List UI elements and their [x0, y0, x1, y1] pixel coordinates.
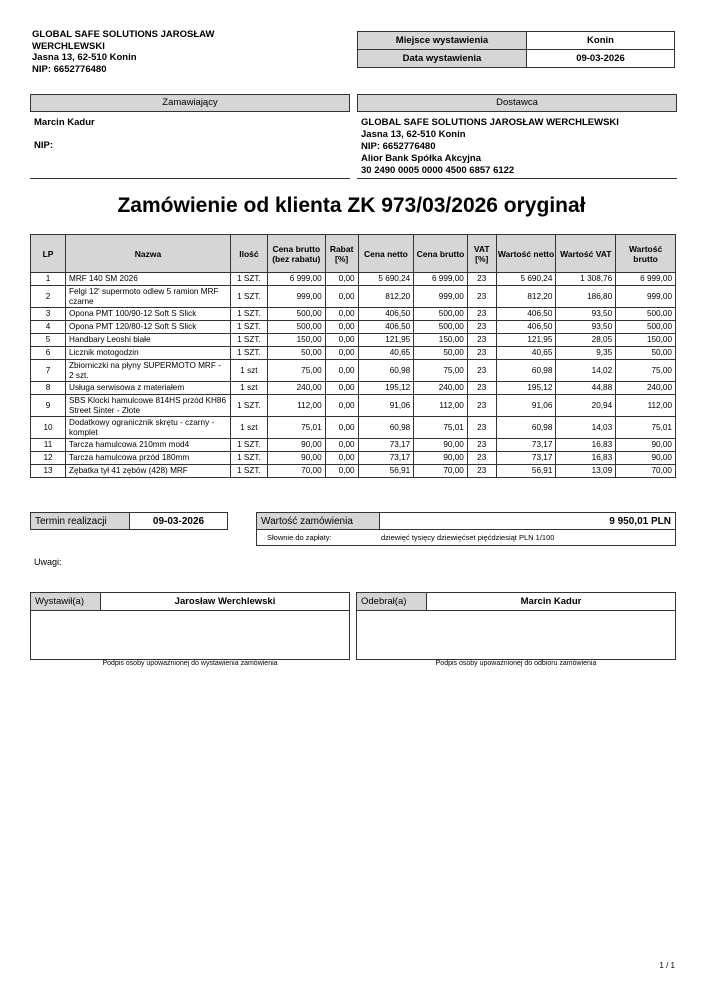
table-cell: 0,00: [325, 308, 358, 321]
receiver-signature-box: [356, 592, 676, 660]
table-cell: Usługa serwisowa z materiałem: [66, 382, 231, 395]
table-cell: 16,83: [556, 439, 616, 452]
table-cell: 112,00: [616, 395, 676, 417]
table-cell: 121,95: [358, 334, 414, 347]
table-cell: 50,00: [414, 347, 468, 360]
supplier-name: GLOBAL SAFE SOLUTIONS JAROSŁAW WERCHLEWSKI: [361, 117, 619, 128]
table-cell: 75,01: [267, 417, 325, 439]
issuer-name: Jarosław Werchlewski: [101, 593, 349, 611]
table-cell: 1 SZT.: [230, 286, 267, 308]
table-cell: 0,00: [325, 382, 358, 395]
date-label: Data wystawienia: [358, 50, 527, 68]
buyer-header: Zamawiający: [30, 94, 350, 112]
table-cell: 1 szt: [230, 382, 267, 395]
table-cell: 91,06: [496, 395, 556, 417]
supplier-bank: Alior Bank Spółka Akcyjna: [361, 153, 482, 164]
table-cell: 44,88: [556, 382, 616, 395]
table-cell: 93,50: [556, 308, 616, 321]
table-cell: 1 SZT.: [230, 321, 267, 334]
table-cell: 121,95: [496, 334, 556, 347]
supplier-divider: [357, 178, 677, 179]
table-cell: 13,09: [556, 465, 616, 478]
table-cell: 23: [467, 308, 496, 321]
table-cell: 40,65: [496, 347, 556, 360]
table-cell: 500,00: [414, 321, 468, 334]
table-cell: Zbiorniczki na płyny SUPERMOTO MRF - 2 szt.: [66, 360, 231, 382]
items-body: [31, 273, 676, 478]
table-cell: 28,05: [556, 334, 616, 347]
table-cell: 6 999,00: [267, 273, 325, 286]
table-cell: 23: [467, 273, 496, 286]
table-cell: Zębatka tył 41 zębów (428) MRF: [66, 465, 231, 478]
table-cell: 23: [467, 347, 496, 360]
amount-in-words: [256, 530, 676, 546]
table-cell: 23: [467, 334, 496, 347]
table-cell: 150,00: [616, 334, 676, 347]
table-cell: 240,00: [267, 382, 325, 395]
table-cell: 60,98: [496, 360, 556, 382]
table-cell: 90,00: [616, 452, 676, 465]
table-cell: Felgi 12' supermoto odlew 5 ramion MRF czarne: [66, 286, 231, 308]
table-cell: 12: [31, 452, 66, 465]
buyer-name: Marcin Kadur: [34, 117, 95, 128]
table-cell: 1 SZT.: [230, 347, 267, 360]
issuer-label: Wystawił(a): [31, 593, 101, 611]
table-cell: 6 999,00: [414, 273, 468, 286]
table-cell: 4: [31, 321, 66, 334]
table-cell: 999,00: [267, 286, 325, 308]
table-cell: 500,00: [267, 321, 325, 334]
notes-label: Uwagi:: [34, 557, 62, 567]
table-cell: 73,17: [358, 439, 414, 452]
table-row: [31, 347, 676, 360]
table-cell: 75,00: [414, 360, 468, 382]
supplier-header: Dostawca: [357, 94, 677, 112]
table-cell: 9: [31, 395, 66, 417]
table-cell: 73,17: [358, 452, 414, 465]
table-cell: 93,50: [556, 321, 616, 334]
supplier-account: 30 2490 0005 0000 4500 6857 6122: [361, 165, 515, 176]
table-cell: 1: [31, 273, 66, 286]
table-cell: 23: [467, 417, 496, 439]
receiver-name: Marcin Kadur: [427, 593, 675, 611]
table-cell: 60,98: [496, 417, 556, 439]
table-cell: 150,00: [414, 334, 468, 347]
table-row: [31, 308, 676, 321]
table-cell: 500,00: [616, 321, 676, 334]
column-header: LP: [31, 235, 66, 273]
table-row: [31, 286, 676, 308]
place-value: Konin: [527, 32, 675, 50]
supplier-info: [361, 117, 675, 177]
table-cell: 1 308,76: [556, 273, 616, 286]
column-header: Cena brutto (bez rabatu): [267, 235, 325, 273]
table-cell: 90,00: [414, 452, 468, 465]
table-cell: Tarcza hamulcowa przód 180mm: [66, 452, 231, 465]
table-cell: 90,00: [267, 452, 325, 465]
table-cell: 500,00: [267, 308, 325, 321]
table-cell: 0,00: [325, 273, 358, 286]
table-cell: 70,00: [267, 465, 325, 478]
column-header: Cena netto: [358, 235, 414, 273]
buyer-info: [34, 117, 344, 152]
table-row: [31, 360, 676, 382]
table-row: [31, 465, 676, 478]
date-value: 09-03-2026: [527, 50, 675, 68]
table-cell: 1 szt: [230, 360, 267, 382]
table-cell: 23: [467, 395, 496, 417]
table-cell: 1 SZT.: [230, 273, 267, 286]
table-cell: 75,00: [267, 360, 325, 382]
table-cell: 23: [467, 452, 496, 465]
items-header-row: [31, 235, 676, 273]
table-cell: Licznik motogodzin: [66, 347, 231, 360]
table-cell: 2: [31, 286, 66, 308]
table-cell: 73,17: [496, 439, 556, 452]
table-cell: 14,02: [556, 360, 616, 382]
seller-nip: NIP: 6652776480: [32, 63, 107, 75]
table-row: [31, 321, 676, 334]
table-cell: 14,03: [556, 417, 616, 439]
table-cell: 240,00: [616, 382, 676, 395]
table-cell: Opona PMT 120/80-12 Soft S Slick: [66, 321, 231, 334]
table-cell: 1 szt: [230, 417, 267, 439]
table-cell: 23: [467, 382, 496, 395]
table-cell: 0,00: [325, 286, 358, 308]
column-header: VAT [%]: [467, 235, 496, 273]
table-cell: 90,00: [267, 439, 325, 452]
column-header: Wartość brutto: [616, 235, 676, 273]
table-cell: 112,00: [414, 395, 468, 417]
table-cell: 812,20: [496, 286, 556, 308]
table-cell: 6 999,00: [616, 273, 676, 286]
table-cell: 56,91: [496, 465, 556, 478]
table-cell: 5 690,24: [358, 273, 414, 286]
table-cell: 23: [467, 360, 496, 382]
column-header: Nazwa: [66, 235, 231, 273]
table-cell: 75,01: [414, 417, 468, 439]
seller-name: GLOBAL SAFE SOLUTIONS JAROSŁAW WERCHLEWSKI: [32, 29, 215, 52]
order-total-label: Wartość zamówienia: [256, 512, 380, 530]
column-header: Wartość VAT: [556, 235, 616, 273]
table-cell: 90,00: [414, 439, 468, 452]
table-cell: 23: [467, 321, 496, 334]
table-cell: 0,00: [325, 360, 358, 382]
table-cell: 11: [31, 439, 66, 452]
table-cell: 812,20: [358, 286, 414, 308]
table-cell: Tarcza hamulcowa 210mm mod4: [66, 439, 231, 452]
table-cell: 150,00: [267, 334, 325, 347]
table-cell: 50,00: [267, 347, 325, 360]
issuer-signature-box: [30, 592, 350, 660]
table-cell: 60,98: [358, 360, 414, 382]
table-cell: 406,50: [496, 308, 556, 321]
order-total-value: 9 950,01 PLN: [380, 512, 676, 530]
table-cell: 0,00: [325, 321, 358, 334]
table-cell: 5 690,24: [496, 273, 556, 286]
table-cell: MRF 140 SM 2026: [66, 273, 231, 286]
table-cell: 60,98: [358, 417, 414, 439]
table-cell: 75,01: [616, 417, 676, 439]
table-cell: 73,17: [496, 452, 556, 465]
seller-address: Jasna 13, 62-510 Konin: [32, 52, 137, 63]
table-row: [31, 382, 676, 395]
table-cell: 23: [467, 439, 496, 452]
table-cell: 0,00: [325, 452, 358, 465]
table-cell: 406,50: [496, 321, 556, 334]
table-cell: 0,00: [325, 395, 358, 417]
page-number: 1 / 1: [659, 961, 675, 970]
table-cell: 13: [31, 465, 66, 478]
supplier-address: Jasna 13, 62-510 Konin: [361, 129, 466, 140]
table-cell: Handbary Leoshi białe: [66, 334, 231, 347]
table-cell: 6: [31, 347, 66, 360]
table-row: [31, 417, 676, 439]
document-title: Zamówienie od klienta ZK 973/03/2026 oryginał: [117, 194, 586, 217]
table-cell: 20,94: [556, 395, 616, 417]
buyer-nip-label: NIP:: [34, 140, 53, 151]
table-cell: 90,00: [616, 439, 676, 452]
column-header: Ilość: [230, 235, 267, 273]
table-cell: 23: [467, 465, 496, 478]
table-cell: 91,06: [358, 395, 414, 417]
seller-info: [32, 29, 282, 75]
table-cell: 70,00: [414, 465, 468, 478]
table-cell: 7: [31, 360, 66, 382]
table-cell: 75,00: [616, 360, 676, 382]
table-cell: 1 SZT.: [230, 334, 267, 347]
table-cell: 195,12: [358, 382, 414, 395]
table-cell: 195,12: [496, 382, 556, 395]
table-row: [31, 439, 676, 452]
term-value: 09-03-2026: [130, 512, 228, 530]
table-cell: 50,00: [616, 347, 676, 360]
table-cell: 999,00: [616, 286, 676, 308]
table-cell: 112,00: [267, 395, 325, 417]
table-row: [31, 395, 676, 417]
table-cell: 16,83: [556, 452, 616, 465]
column-header: Wartość netto: [496, 235, 556, 273]
items-table: [30, 234, 676, 478]
table-cell: 1 SZT.: [230, 452, 267, 465]
table-row: [31, 273, 676, 286]
table-cell: 3: [31, 308, 66, 321]
issue-meta-table: [357, 31, 675, 68]
table-cell: 10: [31, 417, 66, 439]
table-cell: 9,35: [556, 347, 616, 360]
receiver-label: Odebrał(a): [357, 593, 427, 611]
table-cell: 0,00: [325, 465, 358, 478]
table-cell: Opona PMT 100/90-12 Soft S Slick: [66, 308, 231, 321]
table-cell: Dodatkowy ogranicznik skrętu - czarny - komplet: [66, 417, 231, 439]
table-cell: 0,00: [325, 439, 358, 452]
table-cell: 500,00: [414, 308, 468, 321]
table-cell: 1 SZT.: [230, 465, 267, 478]
table-row: [31, 334, 676, 347]
table-cell: 240,00: [414, 382, 468, 395]
table-cell: 5: [31, 334, 66, 347]
table-cell: 70,00: [616, 465, 676, 478]
table-cell: SBS Klocki hamulcowe 814HS przód KH86 Street Sinter - Złote: [66, 395, 231, 417]
table-cell: 406,50: [358, 321, 414, 334]
table-cell: 1 SZT.: [230, 439, 267, 452]
table-cell: 500,00: [616, 308, 676, 321]
place-label: Miejsce wystawienia: [358, 32, 527, 50]
table-cell: 40,65: [358, 347, 414, 360]
table-cell: 999,00: [414, 286, 468, 308]
amount-in-words-label: Słownie do zapłaty:: [267, 533, 332, 542]
table-cell: 23: [467, 286, 496, 308]
table-cell: 186,80: [556, 286, 616, 308]
table-cell: 406,50: [358, 308, 414, 321]
table-cell: 1 SZT.: [230, 395, 267, 417]
term-label: Termin realizacji: [30, 512, 130, 530]
table-cell: 0,00: [325, 347, 358, 360]
table-cell: 56,91: [358, 465, 414, 478]
column-header: Rabat [%]: [325, 235, 358, 273]
table-cell: 0,00: [325, 334, 358, 347]
buyer-divider: [30, 178, 350, 179]
column-header: Cena brutto: [414, 235, 468, 273]
table-cell: 1 SZT.: [230, 308, 267, 321]
issuer-signature-caption: Podpis osoby upoważnionej do wystawienia zamówienia: [102, 660, 278, 667]
table-cell: 8: [31, 382, 66, 395]
amount-in-words-value: dziewięć tysięcy dziewięćset pięćdziesiąt PLN 1/100: [381, 533, 555, 542]
table-cell: 0,00: [325, 417, 358, 439]
receiver-signature-caption: Podpis osoby upoważnionej do odbioru zamówienia: [435, 660, 597, 667]
supplier-nip: NIP: 6652776480: [361, 141, 436, 152]
table-row: [31, 452, 676, 465]
